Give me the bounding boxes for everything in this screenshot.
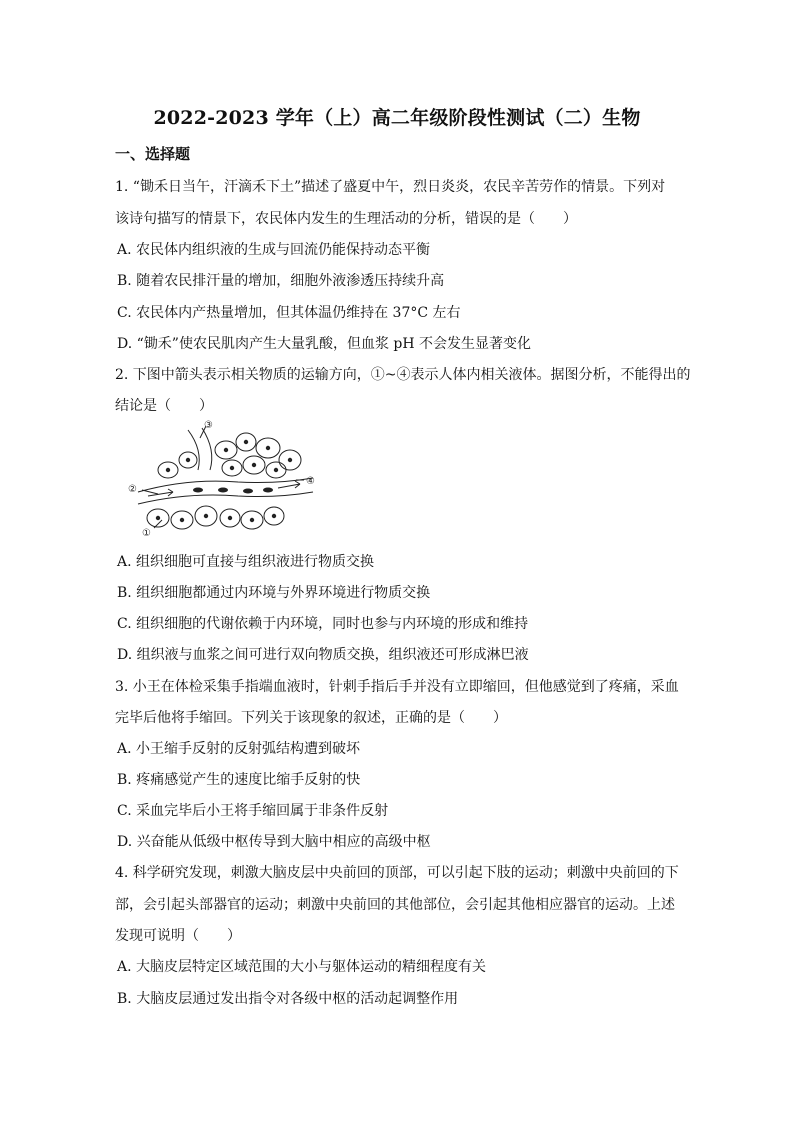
- q4-option-b: B. 大脑皮层通过发出指令对各级中枢的活动起调整作用: [117, 991, 459, 1007]
- q2-option-c: C. 组织细胞的代谢依赖于内环境，同时也参与内环境的形成和维持: [117, 616, 529, 632]
- page-title: 2022-2023 学年（上）高二年级阶段性测试（二）生物: [153, 107, 641, 129]
- q4-stem-line2: 部，会引起头部器官的运动；刺激中央前回的其他部位，会引起其他相应器官的运动。上述: [115, 897, 675, 913]
- q1-option-d: D. “锄禾”使农民肌肉产生大量乳酸，但血浆 pH 不会发生显著变化: [117, 336, 532, 352]
- q3-option-b: B. 疼痛感觉产生的速度比缩手反射的快: [117, 772, 361, 788]
- q2-option-a: A. 组织细胞可直接与组织液进行物质交换: [117, 554, 375, 570]
- q2-option-d: D. 组织液与血浆之间可进行双向物质交换，组织液还可形成淋巴液: [117, 647, 529, 663]
- q4-stem-line1: 4. 科学研究发现，刺激大脑皮层中央前回的顶部，可以引起下肢的运动；刺激中央前回的下: [115, 865, 679, 881]
- q3-option-c: C. 采血完毕后小王将手缩回属于非条件反射: [117, 803, 389, 819]
- q1-stem-line2: 该诗句描写的情景下，农民体内发生的生理活动的分析，错误的是（ ）: [115, 211, 577, 227]
- tissue-fluid-diagram: [128, 420, 320, 538]
- q4-option-a: A. 大脑皮层特定区域范围的大小与躯体运动的精细程度有关: [117, 959, 487, 975]
- q3-stem-line1: 3. 小王在体检采集手指端血液时，针刺手指后手并没有立即缩回，但他感觉到了疼痛，采血: [115, 679, 679, 695]
- q1-option-b: B. 随着农民排汗量的增加，细胞外液渗透压持续升高: [117, 273, 445, 289]
- q2-option-b: B. 组织细胞都通过内环境与外界环境进行物质交换: [117, 585, 431, 601]
- q1-stem-line1: 1. “锄禾日当午，汗滴禾下土”描述了盛夏中午，烈日炎炎，农民辛苦劳作的情景。下列对: [115, 179, 666, 195]
- q4-stem-line3: 发现可说明（ ）: [115, 928, 241, 944]
- q3-option-a: A. 小王缩手反射的反射弧结构遭到破坏: [117, 741, 361, 757]
- q3-stem-line2: 完毕后他将手缩回。下列关于该现象的叙述，正确的是（ ）: [115, 710, 507, 726]
- q3-option-d: D. 兴奋能从低级中枢传导到大脑中相应的高级中枢: [117, 834, 431, 850]
- label-1: ①: [142, 528, 151, 538]
- q2-stem-line1: 2. 下图中箭头表示相关物质的运输方向，①~④表示人体内相关液体。据图分析，不能得出的: [115, 367, 691, 383]
- label-4: ④: [306, 476, 315, 487]
- label-2: ②: [128, 484, 137, 495]
- q1-option-a: A. 农民体内组织液的生成与回流仍能保持动态平衡: [117, 242, 431, 258]
- section-heading: 一、选择题: [115, 145, 191, 163]
- label-3: ③: [204, 420, 213, 431]
- q2-stem-line2: 结论是（ ）: [115, 398, 213, 414]
- q1-option-c: C. 农民体内产热量增加，但其体温仍维持在 37°C 左右: [117, 305, 461, 321]
